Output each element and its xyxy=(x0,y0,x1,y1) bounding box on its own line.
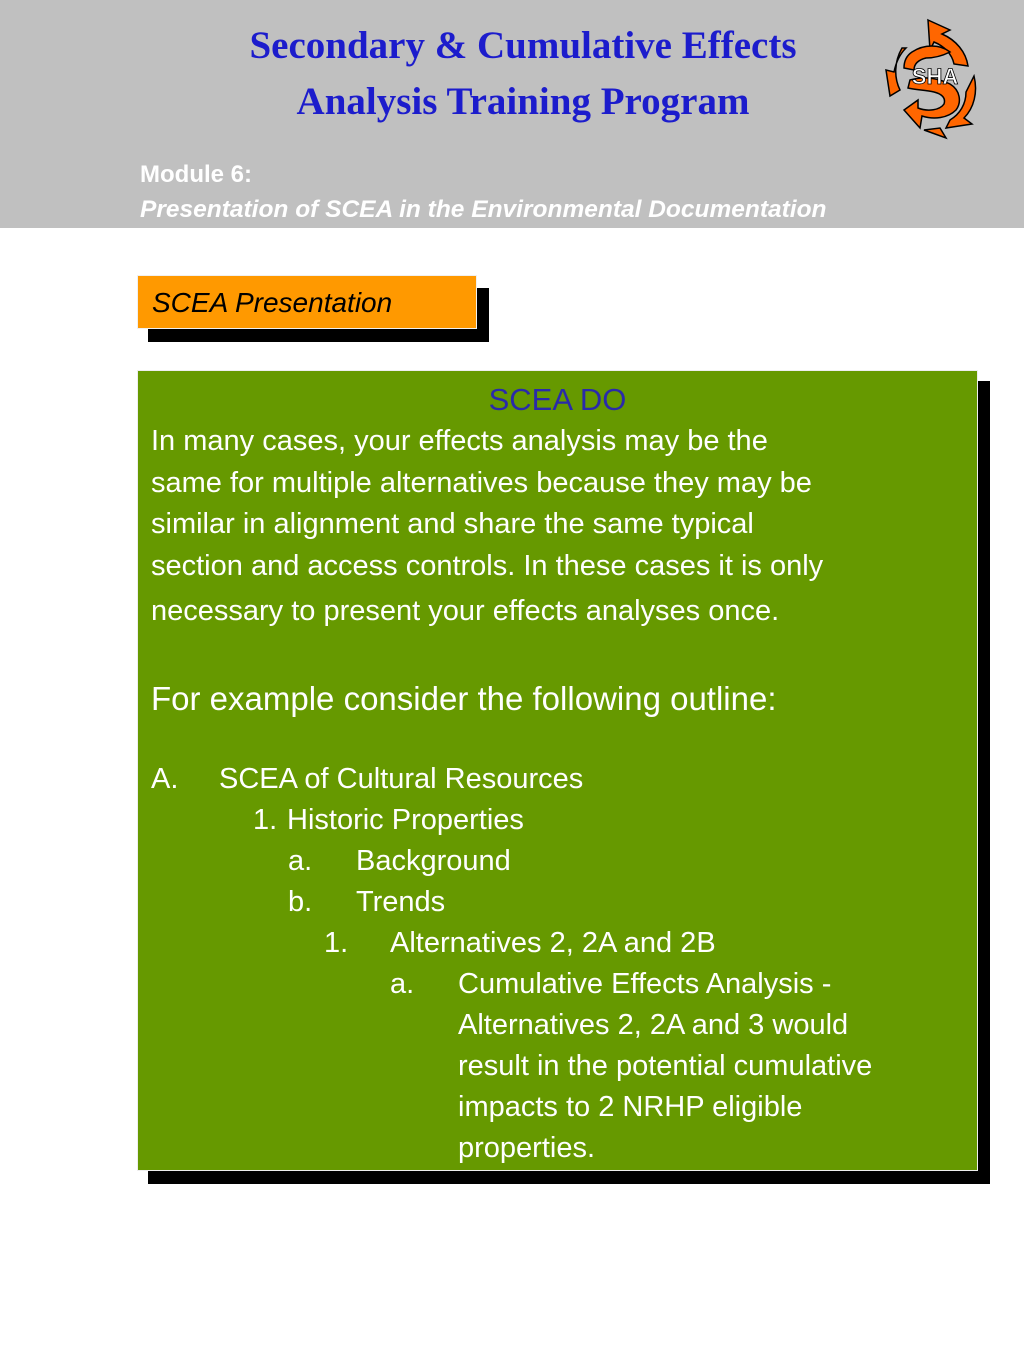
content-box xyxy=(137,370,978,1171)
outline-text: Background xyxy=(356,845,511,877)
outline-text: Cumulative Effects Analysis - xyxy=(458,968,832,1000)
paragraph-line: similar in alignment and share the same typical xyxy=(151,508,754,540)
outline-text: SCEA of Cultural Resources xyxy=(219,763,584,795)
paragraph-line: same for multiple alternatives because they may be xyxy=(151,466,812,499)
outline-text: Alternatives 2, 2A and 2B xyxy=(390,927,716,959)
paragraph-line: In many cases, your effects analysis may be the xyxy=(151,425,768,457)
module-subtitle: Presentation of SCEA in the Environmental Documentation xyxy=(140,196,827,223)
title-line-1: Secondary & Cumulative Effects xyxy=(249,24,797,67)
outline-marker: a. xyxy=(390,968,415,1000)
paragraph-line: necessary to present your effects analyses once. xyxy=(151,595,780,627)
outline-marker: 1. xyxy=(324,927,349,959)
outline-text: result in the potential cumulative xyxy=(458,1050,873,1082)
page-title xyxy=(150,18,896,130)
outline-marker: 1. xyxy=(253,804,278,836)
content-heading: SCEA DO xyxy=(488,382,627,417)
title-line-2: Analysis Training Program xyxy=(296,80,750,123)
module-label: Module 6: xyxy=(140,161,252,188)
outline-marker: A. xyxy=(151,763,179,795)
outline-text: Alternatives 2, 2A and 3 would xyxy=(458,1009,849,1041)
outline-text: Trends xyxy=(356,886,446,918)
example-intro: For example consider the following outline: xyxy=(151,680,777,717)
outline-marker: a. xyxy=(288,845,313,877)
sha-logo-text: SHA xyxy=(911,64,959,89)
outline-text: impacts to 2 NRHP eligible xyxy=(458,1091,803,1123)
sha-logo xyxy=(884,18,988,140)
intro-paragraph xyxy=(151,421,971,633)
outline-text: Historic Properties xyxy=(287,804,524,836)
outline-text: properties. xyxy=(458,1132,596,1164)
outline-marker: b. xyxy=(288,886,313,918)
section-tag: SCEA Presentation xyxy=(137,275,477,329)
header-band xyxy=(0,0,1024,228)
paragraph-line: section and access controls. In these cases it is only xyxy=(151,549,824,582)
